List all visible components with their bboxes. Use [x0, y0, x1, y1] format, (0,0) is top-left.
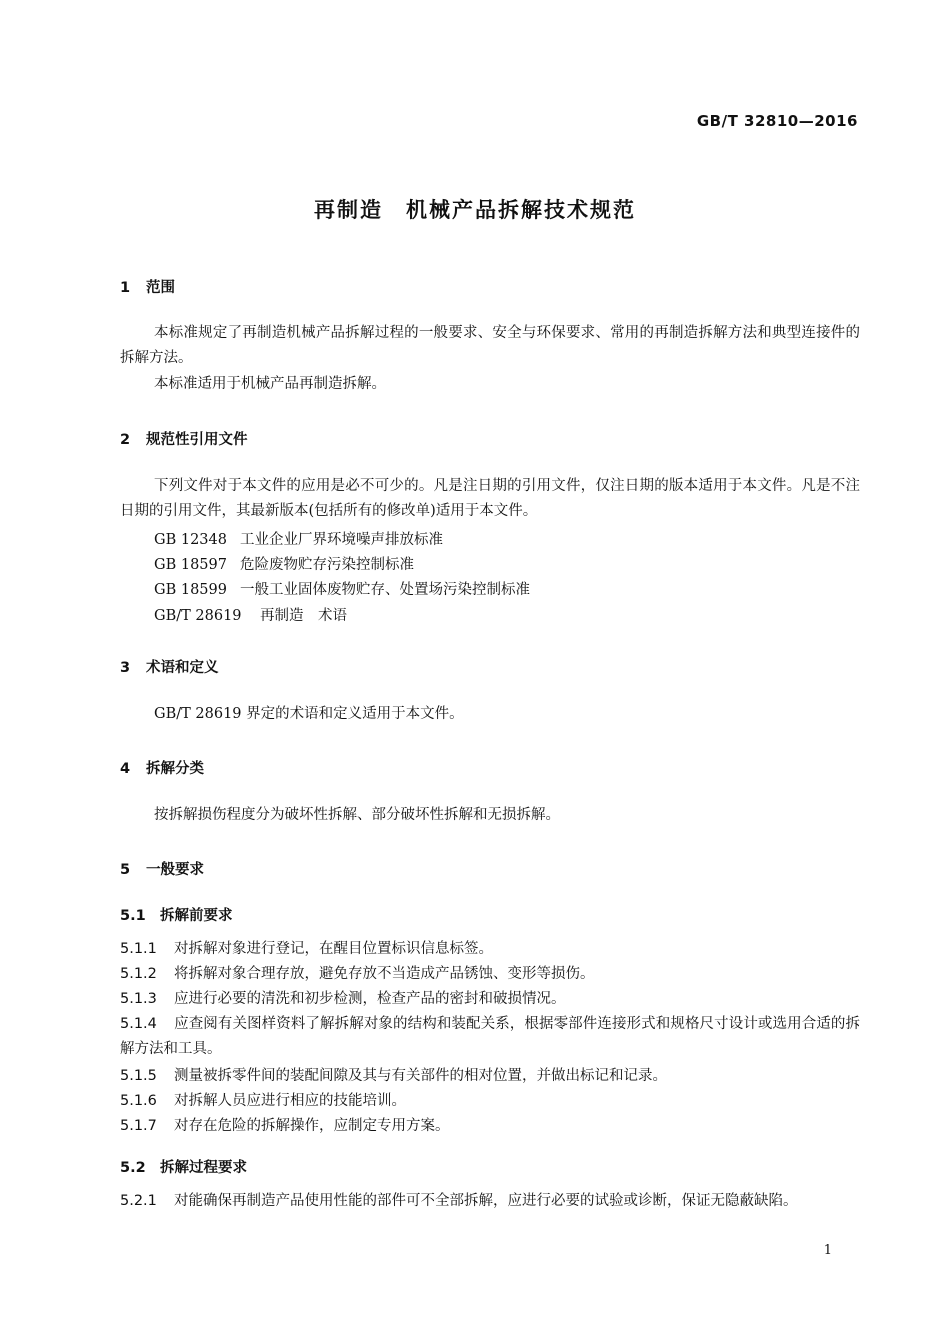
section-number: 4 — [120, 761, 131, 777]
page-number: 1 — [823, 1243, 832, 1258]
clause-number: 5.1.5 — [120, 1068, 157, 1084]
section-2-heading — [120, 428, 248, 449]
section-title: 规范性引用文件 — [146, 432, 248, 448]
clause-number: 5.2.1 — [120, 1193, 157, 1209]
section-3-heading — [120, 656, 219, 677]
subsection-number: 5.2 — [120, 1160, 146, 1176]
clause-item — [120, 962, 860, 987]
section-title: 术语和定义 — [146, 660, 219, 676]
clause-number: 5.1.4 — [120, 1016, 157, 1032]
subsection-5-1-heading — [120, 904, 233, 925]
clause-text: 将拆解对象合理存放，避免存放不当造成产品锈蚀、变形等损伤。 — [174, 966, 595, 982]
clause-item — [120, 1012, 860, 1062]
reference-item — [154, 528, 443, 549]
clause-item — [120, 1114, 860, 1139]
clause-text: 对拆解对象进行登记，在醒目位置标识信息标签。 — [174, 941, 493, 957]
section-1-paragraph-2: 本标准适用于机械产品再制造拆解。 — [154, 376, 386, 392]
section-4-heading — [120, 757, 204, 778]
section-number: 2 — [120, 432, 131, 448]
subsection-5-2-heading — [120, 1156, 247, 1177]
section-2-paragraph-1: 下列文件对于本文件的应用是必不可少的。凡是注日期的引用文件，仅注日期的版本适用于本文件。凡是不注日期的引用文件，其最新版本(包括所有的修改单)适用于本文件。 — [120, 478, 860, 519]
reference-item — [154, 578, 530, 599]
clause-item — [120, 1089, 860, 1114]
section-number: 5 — [120, 862, 131, 878]
reference-code: GB 12348 — [154, 532, 227, 548]
clause-number: 5.1.2 — [120, 966, 157, 982]
section-title: 范围 — [146, 280, 175, 296]
clause-text: 对存在危险的拆解操作，应制定专用方案。 — [174, 1118, 450, 1134]
reference-code: GB/T 28619 — [154, 608, 242, 624]
document-title: 再制造 机械产品拆解技术规范 — [314, 198, 636, 222]
reference-item — [154, 604, 347, 625]
subsection-number: 5.1 — [120, 908, 146, 924]
clause-item — [120, 1189, 860, 1214]
reference-code: GB 18597 — [154, 557, 227, 573]
standard-number: GB/T 32810—2016 — [696, 112, 858, 130]
clause-item — [120, 1064, 860, 1089]
clause-text: 对能确保再制造产品使用性能的部件可不全部拆解，应进行必要的试验或诊断，保证无隐蔽缺陷。 — [174, 1193, 798, 1209]
clause-number: 5.1.3 — [120, 991, 157, 1007]
clause-text: 应进行必要的清洗和初步检测，检查产品的密封和破损情况。 — [174, 991, 566, 1007]
section-1-heading — [120, 276, 175, 297]
section-title: 拆解分类 — [146, 761, 204, 777]
clause-item — [120, 987, 860, 1012]
section-number: 3 — [120, 660, 131, 676]
clause-text: 应查阅有关图样资料了解拆解对象的结构和装配关系，根据零部件连接形式和规格尺寸设计或选用合适的拆解方法和工具。 — [120, 1016, 860, 1057]
reference-name: 再制造 术语 — [260, 608, 347, 624]
section-number: 1 — [120, 280, 131, 296]
reference-name: 危险废物贮存污染控制标准 — [240, 557, 414, 573]
section-1-paragraph-1: 本标准规定了再制造机械产品拆解过程的一般要求、安全与环保要求、常用的再制造拆解方法和典型连接件的拆解方法。 — [120, 325, 860, 366]
reference-code: GB 18599 — [154, 582, 227, 598]
reference-name: 工业企业厂界环境噪声排放标准 — [240, 532, 443, 548]
clause-number: 5.1.6 — [120, 1093, 157, 1109]
clause-text: 测量被拆零件间的装配间隙及其与有关部件的相对位置，并做出标记和记录。 — [174, 1068, 667, 1084]
section-3-paragraph-1: GB/T 28619 界定的术语和定义适用于本文件。 — [154, 706, 464, 722]
clause-item — [120, 937, 860, 962]
reference-item — [154, 553, 414, 574]
clause-number: 5.1.1 — [120, 941, 157, 957]
subsection-title: 拆解前要求 — [160, 908, 233, 924]
section-4-paragraph-1: 按拆解损伤程度分为破坏性拆解、部分破坏性拆解和无损拆解。 — [154, 807, 560, 823]
clause-number: 5.1.7 — [120, 1118, 157, 1134]
subsection-title: 拆解过程要求 — [160, 1160, 247, 1176]
section-title: 一般要求 — [146, 862, 204, 878]
clause-text: 对拆解人员应进行相应的技能培训。 — [174, 1093, 406, 1109]
section-5-heading — [120, 858, 204, 879]
reference-name: 一般工业固体废物贮存、处置场污染控制标准 — [240, 582, 530, 598]
